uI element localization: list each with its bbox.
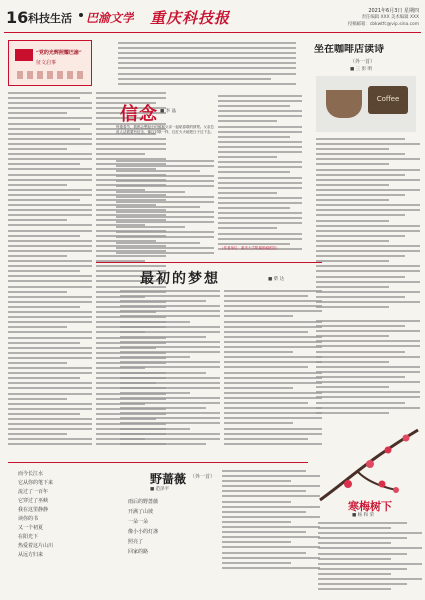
ad-line-2: 征文启事 (36, 60, 57, 66)
zuimeng-col-a (120, 290, 220, 455)
yecao-line-5: 照亮了 (128, 539, 144, 545)
xinnian-intro-text (118, 40, 296, 90)
header-contacts: 责任编辑 XXX 美术编辑 XXX (361, 15, 419, 20)
left-poem-line-6: 读你的书 (18, 516, 39, 522)
zuimeng-divider (96, 262, 322, 263)
coffee-illustration (316, 76, 416, 132)
yecao-subtitle: （外一首） (190, 474, 216, 480)
ad-box (8, 40, 92, 86)
yecao-line-1: 雨后的野蔷薇 (128, 499, 159, 505)
zuimeng-author: ■ 柴 达 (268, 277, 285, 282)
yecao-title: 野蔷薇 (150, 472, 187, 486)
ad-flag-icon (15, 49, 33, 61)
left-poem-line-9: 热爱着这片山川 (18, 543, 54, 549)
left-poem (10, 470, 94, 594)
left-poem-line-10: 从远方归来 (18, 552, 44, 558)
right-lower-text (316, 320, 420, 420)
xinnian-col-a (116, 160, 214, 260)
yecao-poem (118, 498, 218, 594)
xinnian-title: 信念 (120, 104, 158, 125)
page-number: 16 (6, 8, 29, 27)
mei-title: 寒梅树下 (348, 500, 392, 513)
ad-line-1: “党的光辉照耀巴渝” (36, 50, 82, 56)
zuimeng-title: 最初的梦想 (140, 271, 220, 287)
plum-branch-icon (318, 420, 422, 510)
left-poem-line-7: 又一个初夏 (18, 525, 44, 531)
coffee-sign (368, 86, 408, 114)
left-poem-line-5: 我在这里静静 (18, 507, 49, 513)
xinnian-author: ■ 李 晶 (160, 109, 177, 114)
section-main: 科技生活 (28, 12, 72, 25)
section-sub: 巴渝文学 (86, 11, 135, 25)
plum-illustration (318, 420, 422, 510)
yecao-author: ■ 范泽平 (150, 487, 170, 492)
bottom-rule (8, 462, 308, 463)
center-bottom-text (222, 470, 320, 594)
masthead (0, 0, 425, 40)
left-poem-line-2: 它从你的笔下来 (18, 480, 54, 486)
yecao-line-4: 像小小的灯盏 (128, 529, 159, 535)
paper-name: 重庆科技报 (150, 9, 231, 27)
header-rule (4, 32, 421, 33)
coffee-subtitle: （外一首） (350, 59, 376, 65)
left-poem-line-1: 而今长江水 (18, 471, 44, 477)
left-text-col-1 (8, 92, 92, 462)
yecao-line-6: 回家的路 (128, 549, 149, 555)
header-date: 2021年6月3日 星期四 (368, 8, 419, 14)
yecao-line-2: 开满了山坡 (128, 509, 154, 515)
xinnian-lead: 每逢春节，我都会想起小时候和父亲一起贴春联的情景。父亲总说人活着要有信念，像这对联一样，红红火火地把日子过下去。 (116, 125, 214, 135)
header-email: 投稿邮箱：cbkwtfc@vip.sina.com (347, 22, 419, 27)
mei-poem-body (318, 522, 422, 594)
coffee-title: 坐在咖啡店读诗 (314, 44, 384, 55)
left-poem-line-3: 流过了一百年 (18, 489, 49, 495)
mei-author: ■ 杨 和 荣 (352, 513, 375, 518)
coffee-sign-text: Coffee (376, 95, 400, 103)
coffee-cup-icon (326, 90, 362, 118)
coffee-poem-body (316, 138, 420, 318)
left-poem-line-4: 它穿过了巫峡 (18, 498, 49, 504)
left-poem-line-8: 在阳光下 (18, 534, 39, 540)
yecao-line-3: 一朵一朵 (128, 519, 149, 525)
zuimeng-col-b (224, 290, 322, 455)
xinnian-footer-note: （作者单位：重庆大学附属肿瘤医院） (220, 246, 280, 250)
coffee-author: ■ 三 彭 明 (350, 67, 373, 72)
xinnian-col-b (218, 95, 302, 260)
ad-shapes (17, 71, 85, 79)
section-dot (79, 13, 83, 17)
